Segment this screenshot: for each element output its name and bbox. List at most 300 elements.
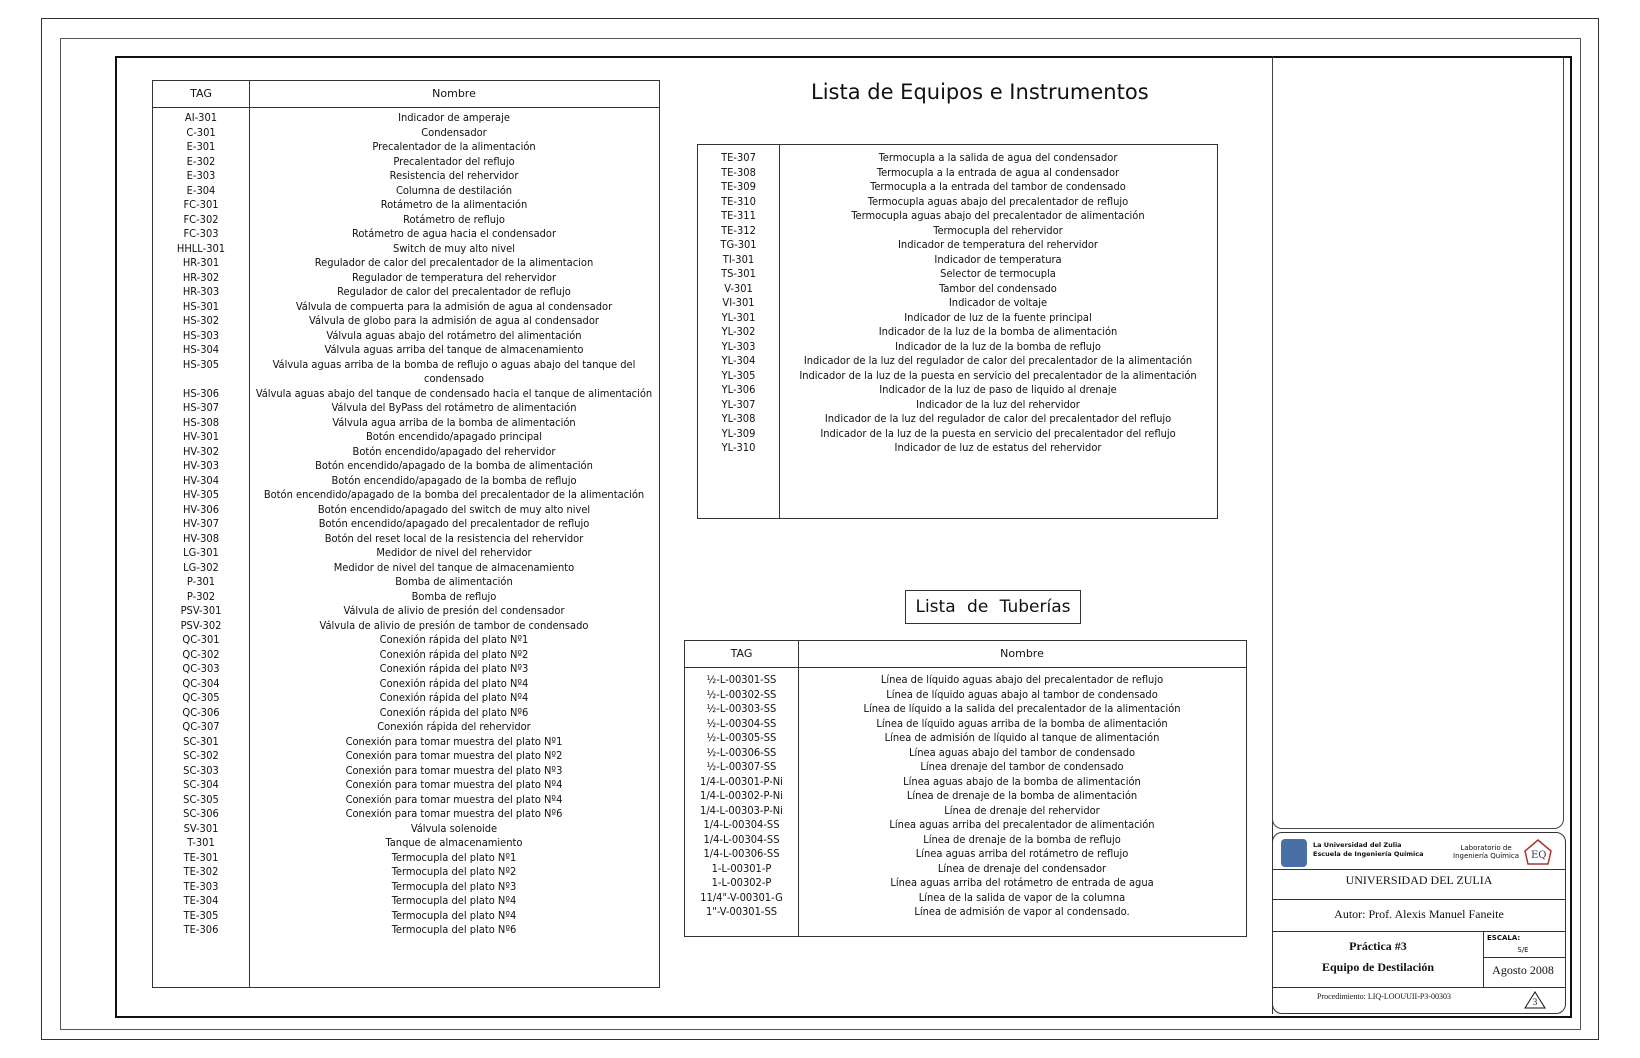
row-tag: P-301	[186, 575, 216, 588]
row-name: Línea de líquido a la salida del precalentador de la alimentación	[863, 702, 1181, 715]
table-row	[153, 764, 659, 779]
row-tag: TE-303	[183, 879, 219, 893]
title-block	[1272, 832, 1566, 1014]
row-name: Válvula de alivio de presión de tambor de condensado	[319, 618, 589, 632]
row-name: Indicador de amperaje	[398, 111, 510, 124]
row-tag: 1-L-00302-P	[711, 876, 772, 889]
table-row	[153, 590, 659, 605]
equipment-table-1	[152, 80, 660, 988]
org-line2: Escuela de Ingeniería Química	[1313, 850, 1424, 858]
table-row	[153, 445, 659, 460]
university-logo-icon	[1281, 839, 1307, 867]
row-name: Termocupla aguas abajo del precalentador de alimentación	[851, 209, 1145, 222]
row-name: Línea aguas arriba del precalentador de alimentación	[889, 818, 1155, 831]
header-tag: TAG	[190, 87, 212, 100]
row-name: Conexión para tomar muestra del plato Nº4	[345, 792, 563, 806]
row-tag: SC-303	[183, 763, 219, 777]
table-row	[153, 735, 659, 750]
row-tag: E-304	[186, 183, 216, 197]
row-tag: QC-303	[182, 662, 220, 675]
table-row	[685, 876, 1246, 891]
table-row	[153, 517, 659, 532]
pipe-header-tag: TAG	[730, 647, 753, 660]
row-tag: TE-308	[721, 165, 756, 179]
row-tag: ½-L-00302-SS	[706, 687, 777, 701]
row-tag: YL-306	[721, 383, 756, 396]
row-name: Conexión rápida del plato Nº2	[379, 647, 529, 661]
row-tag: YL-305	[721, 368, 756, 382]
row-tag: YL-307	[721, 397, 756, 411]
row-tag: YL-304	[721, 354, 756, 367]
row-name: Rotámetro de agua hacia el condensador	[351, 227, 557, 240]
table-row	[698, 383, 1217, 398]
row-tag: TE-306	[183, 923, 219, 936]
row-name: Precalentador de la alimentación	[372, 140, 536, 153]
row-tag: YL-301	[721, 310, 756, 324]
row-name: Válvula de globo para la admisión de agua al condensador	[309, 314, 599, 327]
row-name: Válvula de alivio de presión del condensador	[343, 604, 565, 617]
row-name: Válvula aguas abajo del rotámetro del alimentación	[326, 328, 582, 342]
table-row	[153, 503, 659, 518]
row-tag: ½-L-00303-SS	[706, 702, 777, 715]
table-row	[698, 412, 1217, 427]
row-tag: YL-309	[721, 426, 756, 440]
row-tag: ½-L-00306-SS	[706, 745, 777, 759]
row-name: Conexión rápida del rehervidor	[377, 720, 531, 733]
row-name: Línea de líquido aguas abajo del precalentador de reflujo	[880, 673, 1164, 686]
table-row	[698, 296, 1217, 311]
table-row	[153, 474, 659, 489]
table-row	[153, 880, 659, 895]
table-row	[153, 691, 659, 706]
lab-line1: Laboratorio de	[1460, 844, 1512, 852]
table-row	[698, 325, 1217, 340]
row-tag: ½-L-00301-SS	[706, 673, 777, 686]
procedure-code: Procedimiento: LIQ-LOOUUII-P3-00303	[1317, 992, 1451, 1001]
date: Agosto 2008	[1492, 963, 1554, 977]
row-name: Válvula aguas arriba del tanque de almacenamiento	[324, 343, 584, 356]
row-tag: HS-302	[182, 314, 220, 327]
row-tag: TE-312	[721, 223, 756, 237]
row-tag: HV-302	[182, 444, 220, 458]
row-name: Indicador de voltaje	[948, 296, 1048, 309]
row-tag: TE-310	[721, 194, 756, 208]
row-tag: HR-301	[182, 256, 220, 269]
row-name: Termocupla a la entrada de agua al condensador	[876, 165, 1120, 179]
row-name: Termocupla aguas abajo del precalentador de reflujo	[867, 194, 1129, 208]
row-name: Conexión para tomar muestra del plato Nº6	[345, 807, 563, 820]
table-row	[685, 717, 1246, 732]
row-tag: PSV-301	[180, 604, 222, 617]
table-row	[698, 354, 1217, 369]
table-row	[698, 238, 1217, 253]
row-tag: QC-307	[182, 720, 220, 733]
row-name: Válvula aguas arriba de la bomba de reflujo o aguas abajo del tanque del condensado	[272, 357, 636, 385]
row-name: Indicador de temperatura	[934, 252, 1062, 266]
table-row	[698, 209, 1217, 224]
row-tag: YL-308	[721, 412, 756, 425]
table-row	[153, 111, 659, 126]
row-tag: TE-311	[721, 209, 756, 222]
table-row	[153, 416, 659, 431]
table-row	[685, 775, 1246, 790]
table-row	[153, 184, 659, 199]
row-tag: SC-301	[183, 734, 219, 748]
table-row	[153, 604, 659, 619]
row-name: Conexión para tomar muestra del plato Nº3	[345, 763, 563, 777]
row-tag: ½-L-00305-SS	[706, 731, 777, 744]
main-title: Lista de Equipos e Instrumentos	[811, 80, 1149, 104]
row-tag: FC-301	[183, 198, 219, 211]
row-tag: QC-302	[182, 647, 220, 661]
row-tag: E-302	[186, 154, 216, 168]
row-tag: QC-301	[182, 633, 220, 646]
row-tag: SC-305	[183, 792, 219, 806]
table-row	[153, 343, 659, 358]
table-row	[153, 807, 659, 822]
row-name: Válvula aguas abajo del tanque de condensado hacia el tanque de alimentación	[255, 386, 653, 400]
table-row	[685, 905, 1246, 920]
row-tag: YL-303	[721, 339, 756, 353]
row-tag: TS-301	[721, 267, 756, 280]
table-row	[685, 702, 1246, 717]
sheet-number: 3	[1532, 997, 1538, 1007]
row-name: Condensador	[421, 125, 487, 139]
row-tag: YL-310	[721, 441, 756, 454]
table-row	[153, 358, 659, 387]
row-tag: HV-303	[182, 459, 220, 472]
row-tag: PSV-302	[180, 618, 222, 632]
row-tag: 1/4-L-00302-P-Ni	[700, 789, 783, 802]
table-row	[153, 387, 659, 402]
row-tag: 1/4-L-00303-P-Ni	[700, 803, 783, 817]
row-name: Indicador de la luz de la puesta en servicio del precalentador del reflujo	[820, 426, 1176, 440]
row-name: Línea aguas arriba del rotámetro de reflujo	[915, 847, 1129, 860]
table-row	[685, 673, 1246, 688]
row-name: Botón del reset local de la resistencia del rehervidor	[324, 531, 584, 545]
table-row	[153, 300, 659, 315]
row-tag: 1/4-L-00304-SS	[703, 832, 780, 846]
row-name: Conexión rápida del plato Nº1	[379, 633, 529, 646]
row-tag: SC-306	[183, 807, 219, 820]
row-name: Línea de drenaje de la bomba de reflujo	[923, 832, 1121, 846]
row-tag: E-301	[186, 140, 216, 153]
row-name: Conexión rápida del plato Nº3	[379, 662, 529, 675]
row-tag: E-303	[186, 169, 216, 182]
table-row	[153, 706, 659, 721]
table-row	[153, 430, 659, 445]
row-tag: HV-301	[182, 430, 220, 443]
row-tag: SC-304	[183, 778, 219, 791]
row-name: Indicador de luz de la fuente principal	[904, 310, 1092, 324]
table-row	[153, 271, 659, 286]
row-tag: HS-303	[182, 328, 220, 342]
row-name: Indicador de temperatura del rehervidor	[898, 238, 1098, 251]
row-tag: C-301	[186, 125, 216, 139]
table-row	[698, 151, 1217, 166]
row-name: Rotámetro de la alimentación	[380, 198, 528, 211]
row-tag: QC-305	[182, 691, 220, 704]
row-name: Línea de drenaje del rehervidor	[944, 803, 1100, 817]
table-row	[153, 140, 659, 155]
svg-text:EQ: EQ	[1531, 850, 1547, 861]
row-name: Termocupla del plato Nº3	[391, 879, 517, 893]
table-row	[698, 441, 1217, 456]
row-name: Línea de admisión de líquido al tanque de alimentación	[884, 731, 1160, 744]
row-name: Conexión para tomar muestra del plato Nº1	[345, 734, 563, 748]
row-tag: HR-303	[182, 285, 220, 298]
row-tag: P-302	[186, 589, 216, 603]
row-name: Regulador de calor del precalentador de reflujo	[337, 285, 571, 298]
row-tag: QC-304	[182, 676, 220, 690]
row-name: Medidor de nivel del rehervidor	[376, 546, 532, 559]
table-row	[685, 847, 1246, 862]
row-name: Medidor de nivel del tanque de almacenamiento	[333, 560, 575, 574]
lab-logo-icon	[1523, 837, 1553, 867]
row-tag: FC-303	[183, 227, 219, 240]
row-tag: HR-302	[182, 270, 220, 284]
row-tag: 1/4-L-00306-SS	[703, 847, 780, 860]
row-name: Termocupla a la salida de agua del condensador	[878, 151, 1118, 164]
row-name: Botón encendido/apagado de la bomba de reflujo	[331, 473, 577, 487]
row-name: Termocupla del plato Nº4	[391, 908, 517, 922]
row-tag: HV-305	[182, 488, 220, 501]
table-row	[698, 180, 1217, 195]
row-name: Botón encendido/apagado del switch de muy alto nivel	[317, 502, 591, 516]
lab-line2: Ingeniería Química	[1453, 852, 1520, 860]
row-tag: TE-305	[183, 908, 219, 922]
pipe-list-title: Lista de Tuberías	[905, 590, 1081, 624]
table-row	[153, 198, 659, 213]
row-name: Bomba de reflujo	[411, 589, 497, 603]
row-tag: HS-308	[182, 415, 220, 429]
row-name: Indicador de la luz del rehervidor	[916, 397, 1080, 411]
row-name: Botón encendido/apagado de la bomba del precalentador de la alimentación	[263, 488, 645, 501]
table-row	[153, 633, 659, 648]
table-row	[153, 822, 659, 837]
row-name: Válvula solenoide	[410, 821, 498, 835]
row-name: Tanque de almacenamiento	[385, 836, 523, 849]
table-row	[153, 155, 659, 170]
table-row	[685, 746, 1246, 761]
row-name: Indicador de la luz de la puesta en servicio del precalentador de la alimentación	[799, 368, 1197, 382]
row-name: Línea de drenaje de la bomba de alimentación	[906, 789, 1138, 802]
table-row	[153, 749, 659, 764]
row-name: Bomba de alimentación	[395, 575, 513, 588]
row-name: Conexión para tomar muestra del plato Nº2	[345, 749, 563, 762]
table-row	[153, 242, 659, 257]
row-tag: HV-308	[182, 531, 220, 545]
table-row	[153, 169, 659, 184]
row-tag: QC-306	[182, 705, 220, 719]
row-name: Resistencia del rehervidor	[389, 169, 519, 182]
table-row	[698, 267, 1217, 282]
table-row	[153, 720, 659, 735]
row-name: Línea aguas abajo de la bomba de alimentación	[903, 774, 1141, 788]
row-name: Indicador de luz de estatus del rehervidor	[894, 441, 1102, 454]
row-name: Línea aguas abajo del tambor de condensado	[908, 745, 1136, 759]
table-row	[153, 314, 659, 329]
table-row	[153, 851, 659, 866]
row-name: Botón encendido/apagado principal	[366, 430, 542, 443]
row-name: Indicador de la luz del regulador de calor del precalentador del reflujo	[824, 412, 1172, 425]
table-row	[685, 804, 1246, 819]
row-tag: YL-302	[721, 325, 756, 338]
row-tag: TE-304	[183, 894, 219, 907]
table-row	[153, 677, 659, 692]
pipe-table	[684, 640, 1247, 937]
row-name: Precalentador del reflujo	[393, 154, 515, 168]
row-name: Botón encendido/apagado del precalentador de reflujo	[318, 517, 590, 530]
table-row	[698, 195, 1217, 210]
row-tag: SV-301	[183, 821, 219, 835]
row-name: Selector de termocupla	[940, 267, 1056, 280]
row-tag: SC-302	[183, 749, 219, 762]
scale-label: ESCALA:	[1487, 934, 1521, 942]
table-row	[698, 340, 1217, 355]
university-name: UNIVERSIDAD DEL ZULIA	[1345, 873, 1493, 887]
equipment-table-2	[697, 144, 1218, 519]
equipment-name: Equipo de Destilación	[1321, 960, 1435, 974]
row-tag: HV-307	[182, 517, 220, 530]
row-tag: HV-306	[182, 502, 220, 516]
practice: Práctica #3	[1349, 939, 1407, 953]
table-row	[153, 778, 659, 793]
table-row	[153, 126, 659, 141]
row-tag: V-301	[724, 281, 753, 295]
row-tag: VI-301	[722, 296, 755, 309]
table-row	[698, 369, 1217, 384]
table-row	[153, 532, 659, 547]
row-tag: TE-309	[721, 180, 756, 193]
row-tag: 1/4-L-00301-P-Ni	[700, 774, 783, 788]
row-tag: LG-301	[183, 546, 219, 559]
row-tag: TI-301	[722, 252, 755, 266]
table-row	[698, 311, 1217, 326]
row-tag: ½-L-00304-SS	[706, 716, 777, 730]
row-tag: 11/4"-V-00301-G	[700, 890, 783, 904]
table-row	[153, 619, 659, 634]
row-name: Regulador de temperatura del rehervidor	[351, 270, 557, 284]
table-row	[153, 793, 659, 808]
table-row	[153, 561, 659, 576]
table-row	[153, 836, 659, 851]
row-name: Termocupla del plato Nº1	[391, 850, 517, 864]
table-row	[153, 648, 659, 663]
row-name: Termocupla a la entrada del tambor de condensado	[870, 180, 1126, 193]
row-name: Termocupla del plato Nº6	[391, 923, 517, 936]
row-name: Indicador de la luz del regulador de calor del precalentador de la alimentación	[803, 354, 1193, 367]
header-name: Nombre	[432, 87, 476, 100]
row-name: Línea de líquido aguas abajo al tambor de condensado	[886, 687, 1158, 701]
row-name: Botón encendido/apagado del rehervidor	[352, 444, 556, 458]
table-row	[685, 688, 1246, 703]
row-name: Línea drenaje del tambor de condensado	[920, 760, 1124, 773]
table-row	[153, 285, 659, 300]
table-row	[153, 329, 659, 344]
row-tag: HS-307	[182, 401, 220, 414]
table-row	[153, 865, 659, 880]
row-tag: TE-301	[183, 850, 219, 864]
table-row	[685, 818, 1246, 833]
row-tag: T-301	[187, 836, 215, 849]
row-tag: HS-304	[182, 343, 220, 356]
notes-area	[1272, 58, 1564, 829]
table-row	[153, 256, 659, 271]
row-tag: 1/4-L-00304-SS	[703, 818, 780, 831]
row-tag: TE-302	[183, 865, 219, 878]
table-row	[153, 213, 659, 228]
row-tag: AI-301	[184, 111, 218, 124]
row-name: Indicador de la luz de paso de liquido al drenaje	[879, 383, 1117, 396]
table-row	[698, 398, 1217, 413]
row-tag: HS-301	[182, 299, 220, 313]
table-row	[153, 227, 659, 242]
row-name: Termocupla del plato Nº4	[391, 894, 517, 907]
table-row	[153, 662, 659, 677]
row-name: Conexión rápida del plato Nº4	[379, 691, 529, 704]
table-row	[698, 427, 1217, 442]
row-tag: HS-305	[182, 357, 220, 371]
row-tag: HV-304	[182, 473, 220, 487]
row-tag: FC-302	[183, 212, 219, 226]
table-row	[685, 833, 1246, 848]
row-name: Conexión rápida del plato Nº6	[379, 705, 529, 719]
row-name: Línea de la salida de vapor de la columna	[918, 890, 1126, 904]
row-name: Línea de líquido aguas arriba de la bomba de alimentación	[876, 716, 1168, 730]
table-row	[685, 731, 1246, 746]
author: Autor: Prof. Alexis Manuel Faneite	[1334, 907, 1504, 921]
table-row	[698, 253, 1217, 268]
pipe-header-name: Nombre	[1000, 647, 1044, 660]
row-name: Línea aguas arriba del rotámetro de entrada de agua	[890, 876, 1154, 889]
row-tag: 1"-V-00301-SS	[705, 905, 778, 918]
row-tag: TE-307	[721, 151, 756, 164]
table-row	[153, 488, 659, 503]
row-tag: HS-306	[182, 386, 220, 400]
row-name: Línea de drenaje del condensador	[937, 861, 1107, 875]
table-row	[153, 909, 659, 924]
table-row	[685, 862, 1246, 877]
row-tag: HHLL-301	[176, 241, 226, 255]
table-row	[153, 923, 659, 938]
scale-value: S/E	[1517, 946, 1529, 954]
row-name: Termocupla del plato Nº2	[391, 865, 517, 878]
row-name: Línea de admisión de vapor al condensado.	[914, 905, 1130, 918]
table-row	[685, 891, 1246, 906]
row-name: Rotámetro de reflujo	[403, 212, 505, 226]
row-name: Indicador de la luz de la bomba de reflujo	[895, 339, 1101, 353]
row-tag: LG-302	[183, 560, 219, 574]
table-row	[685, 789, 1246, 804]
row-name: Válvula del ByPass del rotámetro de alimentación	[331, 401, 577, 414]
row-tag: TG-301	[720, 238, 757, 251]
row-name: Termocupla del rehervidor	[933, 223, 1063, 237]
row-name: Regulador de calor del precalentador de la alimentacion	[314, 256, 594, 269]
table-row	[153, 546, 659, 561]
row-name: Válvula agua arriba de la bomba de alimentación	[332, 415, 576, 429]
row-name: Botón encendido/apagado de la bomba de alimentación	[315, 459, 593, 472]
row-name: Columna de destilación	[395, 183, 513, 197]
table-row	[685, 760, 1246, 775]
table-row	[153, 459, 659, 474]
table-row	[698, 282, 1217, 297]
table-row	[153, 894, 659, 909]
row-name: Tambor del condensado	[939, 281, 1057, 295]
row-tag: ½-L-00307-SS	[706, 760, 777, 773]
row-name: Switch de muy alto nivel	[393, 241, 515, 255]
org-line1: La Universidad del Zulia	[1313, 841, 1402, 849]
